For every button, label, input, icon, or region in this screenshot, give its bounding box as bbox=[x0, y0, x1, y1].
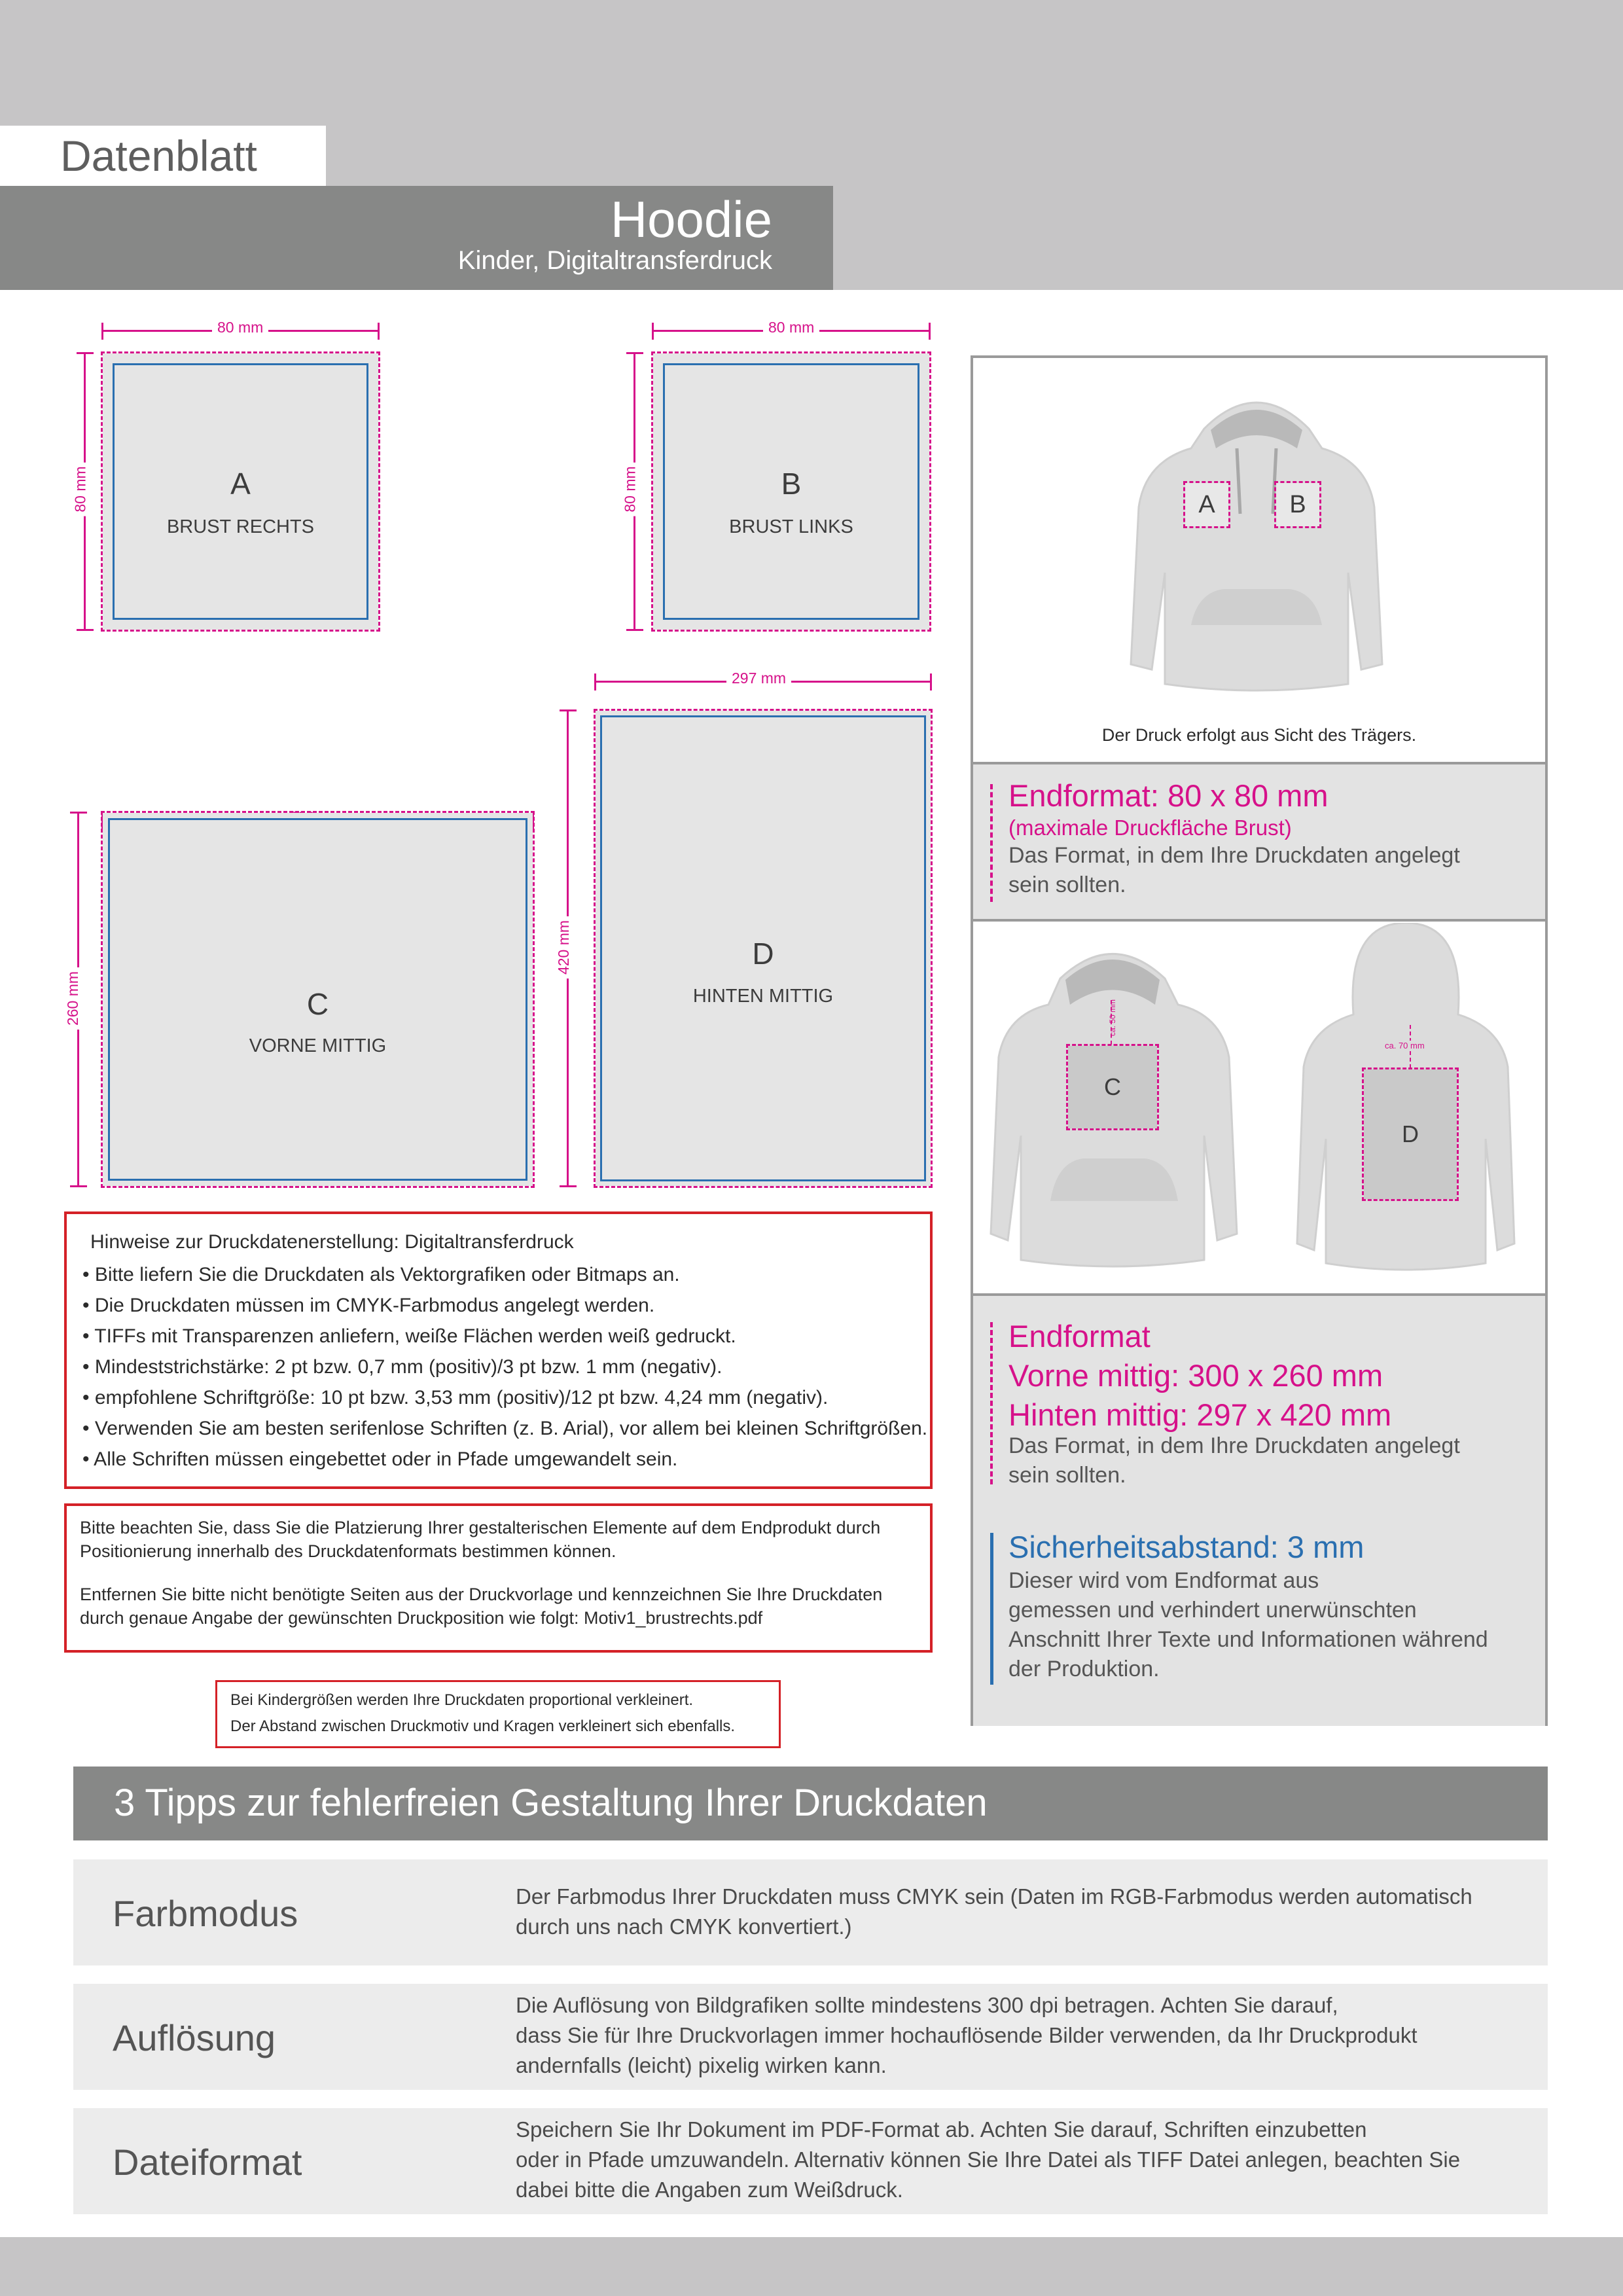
print-notes-item: • Verwenden Sie am besten serifenlose Schriften (z. B. Arial), vor allem bei kleinen Schriftgrößen. bbox=[82, 1418, 928, 1439]
chest-info-text-2: sein sollten. bbox=[1008, 872, 1126, 897]
print-notes-item: • Die Druckdaten müssen im CMYK-Farbmodus angelegt werden. bbox=[82, 1295, 655, 1316]
print-notes-item: • empfohlene Schriftgröße: 10 pt bzw. 3,53 mm (positiv)/12 pt bzw. 4,24 mm (negativ). bbox=[82, 1387, 829, 1408]
back-marker-d bbox=[1364, 1069, 1457, 1199]
tips-header-title: 3 Tipps zur fehlerfreien Gestaltung Ihrer Druckdaten bbox=[114, 1782, 988, 1824]
tip-title: Farbmodus bbox=[113, 1893, 298, 1934]
tip-text bbox=[516, 1990, 1537, 2081]
footer-band bbox=[0, 2237, 1623, 2296]
placement-note-line: Bitte beachten Sie, dass Sie die Platzierung Ihrer gestalterischen Elemente auf dem Endprodukt durch bbox=[80, 1518, 881, 1537]
dimension-label-d-height: 420 mm bbox=[555, 916, 573, 978]
print-area-a-letter: A bbox=[230, 467, 251, 501]
format-info-text-1: Das Format, in dem Ihre Druckdaten angelegt bbox=[1008, 1433, 1460, 1458]
placement-note-box bbox=[64, 1503, 933, 1653]
format-info-text-2: sein sollten. bbox=[1008, 1463, 1126, 1488]
safety-info-text-1: Dieser wird vom Endformat aus bbox=[1008, 1568, 1319, 1593]
format-info-back: Hinten mittig: 297 x 420 mm bbox=[1008, 1397, 1392, 1432]
placement-note-line: Entfernen Sie bitte nicht benötigte Seiten aus der Druckvorlage und kennzeichnen Sie Ihre Druckdaten bbox=[80, 1585, 883, 1604]
tip-text-line: Die Auflösung von Bildgrafiken sollte mindestens 300 dpi betragen. Achten Sie darauf, bbox=[516, 1993, 1338, 2017]
chest-info-section bbox=[973, 762, 1545, 922]
dimension-label-b-height: 80 mm bbox=[622, 462, 639, 516]
dimension-label-b-width: 80 mm bbox=[763, 319, 819, 336]
print-notes-box bbox=[64, 1211, 933, 1489]
print-notes-title: Hinweise zur Druckdatenerstellung: Digitaltransferdruck bbox=[90, 1231, 574, 1253]
chest-info-subheading: (maximale Druckfläche Brust) bbox=[1008, 816, 1292, 840]
print-area-c-letter: C bbox=[306, 987, 329, 1021]
print-notes-item: • TIFFs mit Transparenzen anliefern, weiße Flächen werden weiß gedruckt. bbox=[82, 1325, 736, 1347]
print-notes-item: • Alle Schriften müssen eingebettet oder in Pfade umgewandelt sein. bbox=[82, 1448, 678, 1470]
front-measure-label: ca. 50 mm bbox=[1108, 999, 1118, 1037]
format-info-bar bbox=[990, 1322, 993, 1484]
front-marker-c bbox=[1068, 1046, 1157, 1128]
kids-note-line: Bei Kindergrößen werden Ihre Druckdaten proportional verkleinert. bbox=[230, 1691, 694, 1709]
tip-title: Auflösung bbox=[113, 2017, 276, 2058]
print-area-b bbox=[653, 353, 929, 630]
tip-text bbox=[516, 1882, 1537, 1942]
chest-marker-b bbox=[1276, 483, 1319, 526]
print-area-c-label: VORNE MITTIG bbox=[249, 1035, 387, 1056]
tip-text-line: dabei bitte die Angaben zum Weißdruck. bbox=[516, 2178, 903, 2202]
datenblatt-tab bbox=[0, 126, 326, 186]
print-area-a-label: BRUST RECHTS bbox=[166, 516, 315, 537]
chest-marker-a-label: A bbox=[1198, 491, 1215, 518]
chest-info-bar bbox=[990, 784, 993, 902]
tips-header bbox=[73, 1767, 1548, 1840]
page-subtitle: Kinder, Digitaltransferdruck bbox=[457, 246, 772, 275]
print-area-b-label: BRUST LINKS bbox=[729, 516, 853, 537]
chest-marker-a bbox=[1185, 483, 1228, 526]
chest-marker-b-label: B bbox=[1289, 491, 1306, 518]
print-notes-item: • Bitte liefern Sie die Druckdaten als Vektorgrafiken oder Bitmaps an. bbox=[82, 1264, 680, 1285]
tip-text-line: oder in Pfade umzuwandeln. Alternativ können Sie Ihre Datei als TIFF Datei anlegen, beachten Sie bbox=[516, 2147, 1461, 2172]
format-info-heading: Endformat bbox=[1008, 1319, 1150, 1354]
safety-info-text-4: der Produktion. bbox=[1008, 1657, 1160, 1681]
chest-info-heading: Endformat: 80 x 80 mm bbox=[1008, 778, 1329, 813]
tip-title: Dateiformat bbox=[113, 2142, 302, 2183]
tip-row-dateiformat bbox=[73, 2108, 1548, 2214]
hoodie-front-caption: Der Druck erfolgt aus Sicht des Trägers. bbox=[1101, 725, 1417, 745]
hoodie-front-chest-illustration bbox=[1126, 376, 1387, 710]
dimension-label-a-width: 80 mm bbox=[212, 319, 268, 336]
dimension-label-a-height: 80 mm bbox=[72, 462, 90, 516]
tip-text-line: dass Sie für Ihre Druckvorlagen immer hochauflösende Bilder verwenden, da Ihr Druckprodukt bbox=[516, 2023, 1418, 2047]
format-info-front: Vorne mittig: 300 x 260 mm bbox=[1008, 1358, 1383, 1393]
title-box bbox=[0, 186, 833, 290]
kids-note-line: Der Abstand zwischen Druckmotiv und Kragen verkleinert sich ebenfalls. bbox=[230, 1717, 736, 1735]
kids-note-box bbox=[215, 1680, 781, 1748]
back-marker-d-label: D bbox=[1402, 1121, 1419, 1147]
page-title: Hoodie bbox=[610, 190, 772, 248]
tip-row-farbmodus bbox=[73, 1859, 1548, 1965]
print-area-d-letter: D bbox=[752, 937, 774, 971]
print-area-d bbox=[596, 711, 931, 1186]
dimension-label-c-height: 260 mm bbox=[64, 967, 82, 1030]
placement-note-line: Positionierung innerhalb des Druckdatenformats bestimmen können. bbox=[80, 1541, 616, 1561]
print-area-a bbox=[103, 353, 378, 630]
print-notes-item: • Mindeststrichstärke: 2 pt bzw. 0,7 mm (positiv)/3 pt bzw. 1 mm (negativ). bbox=[82, 1356, 722, 1378]
tip-text-line: durch uns nach CMYK konvertiert.) bbox=[516, 1914, 852, 1939]
tip-text bbox=[516, 2115, 1537, 2205]
datenblatt-label: Datenblatt bbox=[60, 132, 257, 180]
safety-info-text-3: Anschnitt Ihrer Texte und Informationen während bbox=[1008, 1627, 1488, 1652]
print-area-b-letter: B bbox=[781, 467, 802, 501]
tip-text-line: Der Farbmodus Ihrer Druckdaten muss CMYK sein (Daten im RGB-Farbmodus werden automatisch bbox=[516, 1884, 1472, 1909]
safety-info-bar bbox=[990, 1533, 993, 1685]
safety-info-heading: Sicherheitsabstand: 3 mm bbox=[1008, 1530, 1364, 1564]
tip-text-line: andernfalls (leicht) pixelig wirken kann. bbox=[516, 2053, 887, 2077]
back-measure-label: ca. 70 mm bbox=[1385, 1041, 1425, 1050]
print-area-c bbox=[103, 813, 533, 1186]
front-marker-c-label: C bbox=[1104, 1073, 1121, 1100]
tip-row-aufloesung bbox=[73, 1984, 1548, 2090]
format-info-section bbox=[973, 1293, 1545, 1726]
safety-info-text-2: gemessen und verhindert unerwünschten bbox=[1008, 1598, 1417, 1623]
print-area-d-label: HINTEN MITTIG bbox=[692, 986, 834, 1007]
tip-text-line: Speichern Sie Ihr Dokument im PDF-Format ab. Achten Sie darauf, Schriften einzubetten bbox=[516, 2117, 1367, 2142]
placement-note-line: durch genaue Angabe der gewünschten Druckposition wie folgt: Motiv1_brustrechts.pdf bbox=[80, 1608, 763, 1628]
chest-info-text-1: Das Format, in dem Ihre Druckdaten angelegt bbox=[1008, 843, 1460, 868]
dimension-label-d-width: 297 mm bbox=[726, 670, 791, 687]
